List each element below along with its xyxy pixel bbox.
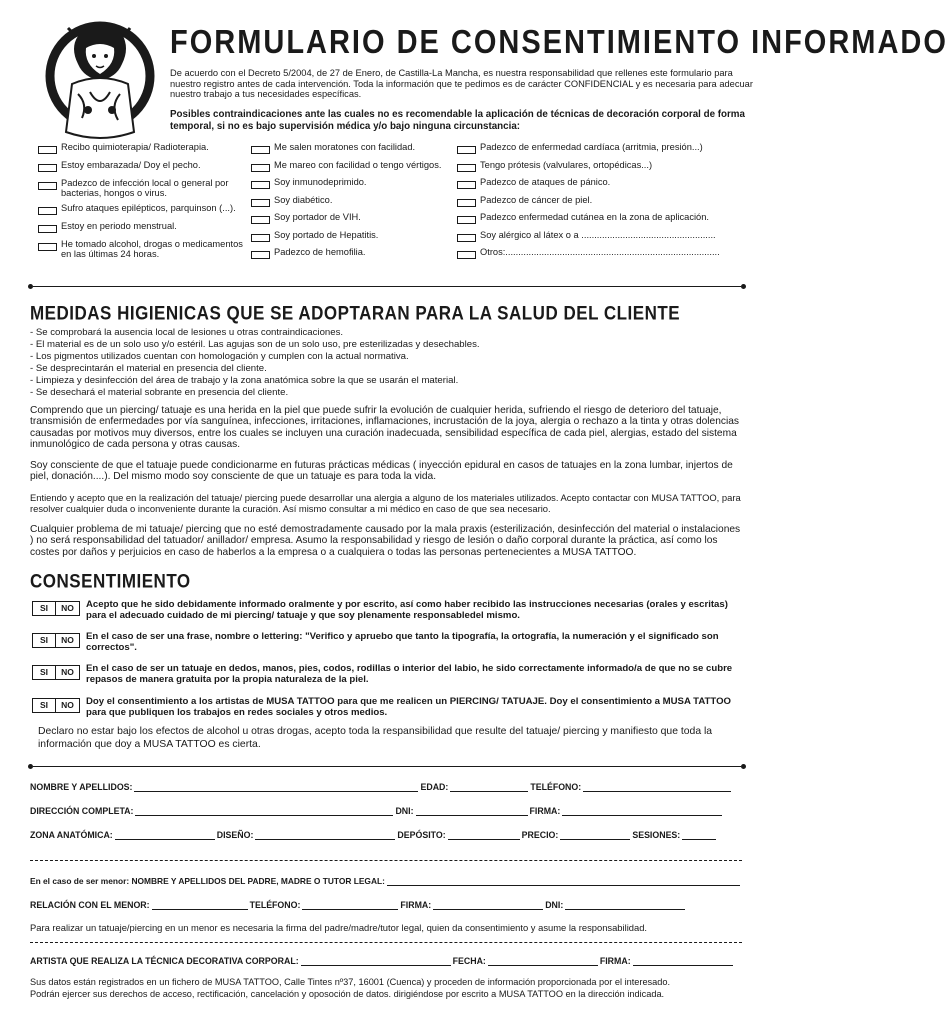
telefono-input-line[interactable]	[583, 782, 731, 792]
minor-relation-row	[30, 900, 742, 910]
condition-label: Soy portador de VIH.	[274, 212, 361, 222]
condition-checkbox[interactable]	[457, 216, 476, 224]
field-label-firma-artista: FIRMA:	[599, 956, 631, 966]
condition-label: Padezco de hemofilia.	[274, 247, 366, 257]
field-label-artista: ARTISTA QUE REALIZA LA TÉCNICA DECORATIVA CORPORAL:	[30, 956, 299, 966]
field-label-menor: En el caso de ser menor: NOMBRE Y APELLIDOS DEL PADRE, MADRE O TUTOR LEGAL:	[30, 876, 385, 886]
yes-no-selector	[32, 665, 80, 680]
field-label-diseno: DISEÑO:	[216, 830, 254, 840]
condition-checkbox[interactable]	[38, 225, 57, 233]
firma-artista-input-line[interactable]	[633, 956, 733, 966]
field-label-dni-tutor: DNI:	[545, 900, 564, 910]
consent-statement: En el caso de ser un tatuaje en dedos, manos, pies, codos, rodillas o interior del labio, he sido correctamente informado/a de que no se cubre repasos de manera gratuita por la propia naturaleza de la piel.	[86, 663, 733, 685]
dashed-divider	[30, 942, 742, 943]
condition-item	[38, 161, 248, 179]
legal-line-1: Sus datos están registrados en un fichero de MUSA TATTOO, Calle Tintes nº37, 16001 (Cuenca) y proceden de información proporcionada por el interesado.	[30, 977, 671, 987]
hygiene-measures-title: MEDIDAS HIGIENICAS QUE SE ADOPTARAN PARA LA SALUD DEL CLIENTE	[30, 302, 681, 324]
consent-item	[32, 697, 742, 718]
risk-paragraph: Comprendo que un piercing/ tatuaje es una herida en la piel que puede sufrir la evolución de cualquier herida, sufriendo el riesgo de deterioro del tatuaje, transmisión de enfermedades por vía sanguínea, infecciones, irritaciones, inflamaciones, incrustación de la joya, alergia o rechazo a la tinta y otras dolencias causadas por motivos muy diversos, entre los cuales se incluyen una curación inadecuada, sensibilidad específica de cada piel, alergias, estado del sistema inmunológico de cada persona y otras causas.	[30, 405, 739, 450]
conditions-column-2	[251, 143, 451, 266]
hygiene-measure-item: - El material es de un solo uso y/o estéril. Las agujas son de un solo uso, pre esterilizadas y desechables.	[30, 339, 480, 350]
yes-option-box[interactable]: SI	[32, 665, 56, 680]
client-info-row-1	[30, 782, 742, 792]
condition-label: Padezco de ataques de pánico.	[480, 177, 611, 187]
client-info-row-2	[30, 806, 742, 816]
consent-statement: En el caso de ser una frase, nombre o lettering: "Verifico y apruebo que tanto la tipografía, la ortografía, la numeración y el significado son correctos".	[86, 631, 719, 653]
minor-note: Para realizar un tatuaje/piercing en un menor es necesaria la firma del padre/madre/tutor legal, quien da consentimiento y asume la responsabilidad.	[30, 922, 648, 933]
hygiene-measures-list	[30, 327, 550, 399]
condition-item	[251, 196, 451, 214]
field-label-dni: DNI:	[395, 806, 414, 816]
field-label-firma: FIRMA:	[529, 806, 561, 816]
condition-item	[251, 213, 451, 231]
condition-item	[457, 161, 727, 179]
condition-checkbox[interactable]	[251, 164, 270, 172]
condition-label: Padezco de cáncer de piel.	[480, 194, 593, 205]
condition-item	[251, 178, 451, 196]
field-label-telefono-tutor: TELÉFONO:	[249, 900, 301, 910]
consent-item	[32, 600, 742, 621]
condition-checkbox[interactable]	[457, 181, 476, 189]
direccion-input-line[interactable]	[135, 806, 393, 816]
yes-option-box[interactable]: SI	[32, 633, 56, 648]
no-option-box[interactable]: NO	[56, 633, 80, 648]
consent-statement: Doy el consentimiento a los artistas de MUSA TATTOO para que me realicen un PIERCING/ TATUAJE. Doy el consentimiento a MUSA TATTOO para que publiquen los trabajos en redes sociales y otros medios.	[86, 696, 732, 718]
deposito-input-line[interactable]	[448, 830, 520, 840]
guardian-name-input-line[interactable]	[387, 876, 740, 886]
condition-checkbox[interactable]	[457, 146, 476, 154]
minor-guardian-row	[30, 876, 742, 886]
edad-input-line[interactable]	[450, 782, 528, 792]
condition-checkbox[interactable]	[251, 216, 270, 224]
hygiene-measure-item: - Se comprobará la ausencia local de lesiones u otras contraindicaciones.	[30, 327, 344, 338]
telefono-tutor-input-line[interactable]	[302, 900, 398, 910]
field-label-edad: EDAD:	[420, 782, 449, 792]
consent-title: CONSENTIMIENTO	[30, 570, 191, 592]
no-option-box[interactable]: NO	[56, 698, 80, 713]
field-label-nombre: NOMBRE Y APELLIDOS:	[30, 782, 133, 792]
hygiene-measure-item: - Se desprecintarán el material en presencia del cliente.	[30, 363, 267, 374]
yes-no-selector	[32, 601, 80, 616]
condition-checkbox[interactable]	[251, 146, 270, 154]
condition-checkbox[interactable]	[38, 207, 57, 215]
fecha-input-line[interactable]	[488, 956, 598, 966]
condition-label: Padezco de enfermedad cardíaca (arritmia, presión...)	[480, 142, 703, 152]
sesiones-input-line[interactable]	[682, 830, 716, 840]
field-label-firma-tutor: FIRMA:	[400, 900, 432, 910]
condition-checkbox[interactable]	[38, 146, 57, 154]
artist-row	[30, 956, 742, 966]
condition-label: He tomado alcohol, drogas o medicamentos en las últimas 24 horas.	[61, 239, 243, 259]
precio-input-line[interactable]	[560, 830, 630, 840]
condition-checkbox[interactable]	[38, 164, 57, 172]
legal-line-2: Podrán ejercer sus derechos de acceso, rectificación, cancelación y oposoción de datos. dirigiéndose por escrito a MUSA TATTOO en la dirección indicada.	[30, 989, 665, 999]
condition-label: Soy alérgico al látex o a ....................................................	[480, 229, 716, 240]
condition-checkbox[interactable]	[457, 199, 476, 207]
condition-checkbox[interactable]	[38, 243, 57, 251]
firma-tutor-input-line[interactable]	[433, 900, 543, 910]
condition-label: Tengo prótesis (valvulares, ortopédicas...)	[480, 159, 653, 170]
condition-item	[38, 240, 248, 265]
relacion-input-line[interactable]	[152, 900, 248, 910]
condition-item	[457, 178, 727, 196]
field-label-fecha: FECHA:	[452, 956, 486, 966]
hygiene-measure-item: - Se desechará el material sobrante en presencia del cliente.	[30, 387, 289, 398]
condition-label: Soy portado de Hepatitis.	[274, 229, 379, 240]
condition-label: Me salen moratones con facilidad.	[274, 142, 416, 152]
condition-label: Recibo quimioterapia/ Radioterapia.	[61, 142, 209, 152]
condition-checkbox[interactable]	[251, 199, 270, 207]
section-divider	[28, 764, 746, 769]
yes-option-box[interactable]: SI	[32, 601, 56, 616]
form-title: FORMULARIO DE CONSENTIMIENTO INFORMADO	[170, 24, 948, 61]
condition-checkbox[interactable]	[457, 234, 476, 242]
section-divider	[28, 284, 746, 289]
condition-checkbox[interactable]	[38, 182, 57, 190]
condition-item	[38, 222, 248, 240]
condition-label: Sufro ataques epilépticos, parquinson (...).	[61, 203, 236, 213]
allergy-paragraph: Entiendo y acepto que en la realización del tatuaje/ piercing puede desarrollar una alergia a alguno de los materiales utilizados. Acepto contactar con MUSA TATTOO, para resolver cualquier duda o inconveniente durante la curación. Así mismo consultar a mi médico en caso de que sea necesario.	[30, 492, 741, 514]
condition-label: Soy diabético.	[274, 194, 333, 205]
yes-option-box[interactable]: SI	[32, 698, 56, 713]
field-label-direccion: DIRECCIÓN COMPLETA:	[30, 806, 134, 816]
condition-item	[251, 161, 451, 179]
condition-item	[251, 231, 451, 249]
condition-item	[38, 143, 248, 161]
diseno-input-line[interactable]	[255, 830, 395, 840]
condition-item	[38, 204, 248, 222]
condition-item	[251, 143, 451, 161]
declaration-text: Declaro no estar bajo los efectos de alcohol u otras drogas, acepto toda la respansibilidad que resulte del tatuaje/ piercing y manifiesto que toda la información que doy a MUSA TATTOO es cierta.	[38, 726, 713, 750]
condition-checkbox[interactable]	[457, 164, 476, 172]
yes-no-selector	[32, 633, 80, 648]
firma-input-line[interactable]	[562, 806, 722, 816]
condition-checkbox[interactable]	[251, 234, 270, 242]
condition-item	[251, 248, 451, 266]
hygiene-measure-item: - Los pigmentos utilizados cuentan con homologación y cumplen con la actual normativa.	[30, 351, 409, 362]
zona-input-line[interactable]	[115, 830, 215, 840]
condition-label: Padezco enfermedad cutánea en la zona de aplicación.	[480, 212, 709, 222]
dashed-divider	[30, 860, 742, 861]
condition-item	[457, 196, 727, 214]
field-label-sesiones: SESIONES:	[632, 830, 681, 840]
data-protection-notice	[30, 976, 742, 1000]
consent-item	[32, 632, 742, 653]
intro-text: De acuerdo con el Decreto 5/2004, de 27 de Enero, de Castilla-La Mancha, es nuestra responsabilidad que rellenes este formulario para nuestro registro antes de cada intervención. Toda la información que te pedimos es de carácter CONFIDENCIAL y es necesaria para adecuar nuestro trabajo a tus necesidades específicas.	[170, 68, 753, 99]
condition-label: Estoy en periodo menstrual.	[61, 221, 177, 231]
condition-label: Estoy embarazada/ Doy el pecho.	[61, 160, 201, 170]
condition-checkbox[interactable]	[457, 251, 476, 259]
field-label-telefono: TELÉFONO:	[530, 782, 582, 792]
field-label-zona: ZONA ANATÓMICA:	[30, 830, 113, 840]
condition-label: Soy inmunodeprimido.	[274, 177, 367, 187]
condition-item	[457, 248, 727, 266]
field-label-relacion: RELACIÓN CON EL MENOR:	[30, 900, 150, 910]
condition-label: Otros:...................................................................................	[480, 247, 720, 257]
yes-no-selector	[32, 698, 80, 713]
consent-item	[32, 664, 742, 685]
condition-label: Me mareo con facilidad o tengo vértigos.	[274, 159, 442, 170]
field-label-precio: PRECIO:	[521, 830, 559, 840]
field-label-deposito: DEPÓSITO:	[397, 830, 446, 840]
liability-paragraph: Cualquier problema de mi tatuaje/ piercing que no esté demostradamente causado por la mala praxis (esterilización, desinfección del material o instalaciones ) no será responsabilidad del tatuador/ anillador/ empresa. Asumo la responsabilidad y riesgo de lesión o daño corporal durante la práctica, así como los costes por daños y perjuicios en caso de haberlos a la empresa o a cualquiera o todas las personas pertenecientes a MUSA TATTOO.	[30, 524, 741, 558]
hygiene-measure-item: - Limpieza y desinfección del área de trabajo y la zona anatómica sobre la que se usarán el material.	[30, 375, 459, 386]
dni-tutor-input-line[interactable]	[565, 900, 685, 910]
consent-statement: Acepto que he sido debidamente informado oralmente y por escrito, así como haber recibido las instrucciones necesarias (orales y escritas) para el adecuado cuidado de mi piercing/ tatuaje y que soy plenamente responsabledel mismo.	[86, 599, 728, 621]
conditions-column-3	[457, 143, 727, 266]
artista-input-line[interactable]	[301, 956, 451, 966]
no-option-box[interactable]: NO	[56, 665, 80, 680]
condition-item	[457, 231, 727, 249]
condition-checkbox[interactable]	[251, 251, 270, 259]
dni-input-line[interactable]	[416, 806, 528, 816]
nombre-input-line[interactable]	[134, 782, 418, 792]
no-option-box[interactable]: NO	[56, 601, 80, 616]
condition-item	[38, 179, 248, 204]
condition-item	[457, 143, 727, 161]
condition-checkbox[interactable]	[251, 181, 270, 189]
conditions-column-1	[38, 143, 248, 265]
musa-tattoo-logo-illustration	[38, 14, 162, 144]
medical-conditions-paragraph: Soy consciente de que el tatuaje puede condicionarme en futuras prácticas médicas ( inyección epidural en casos de tatuajes en la zona lumbar, injertos de piel, donación....). Del mismo modo soy consciente de que un tatuaje es para toda la vida.	[30, 460, 733, 483]
contraindications-heading: Posibles contraindicaciones ante las cuales no es recomendable la aplicación de técnicas de decoración corporal de forma temporal, si no es bajo supervisión médica y/o bajo ninguna circunstancia:	[170, 109, 745, 132]
condition-item	[457, 213, 727, 231]
client-info-row-3	[30, 830, 742, 840]
condition-label: Padezco de infección local o general por bacterias, hongos o virus.	[61, 178, 229, 198]
